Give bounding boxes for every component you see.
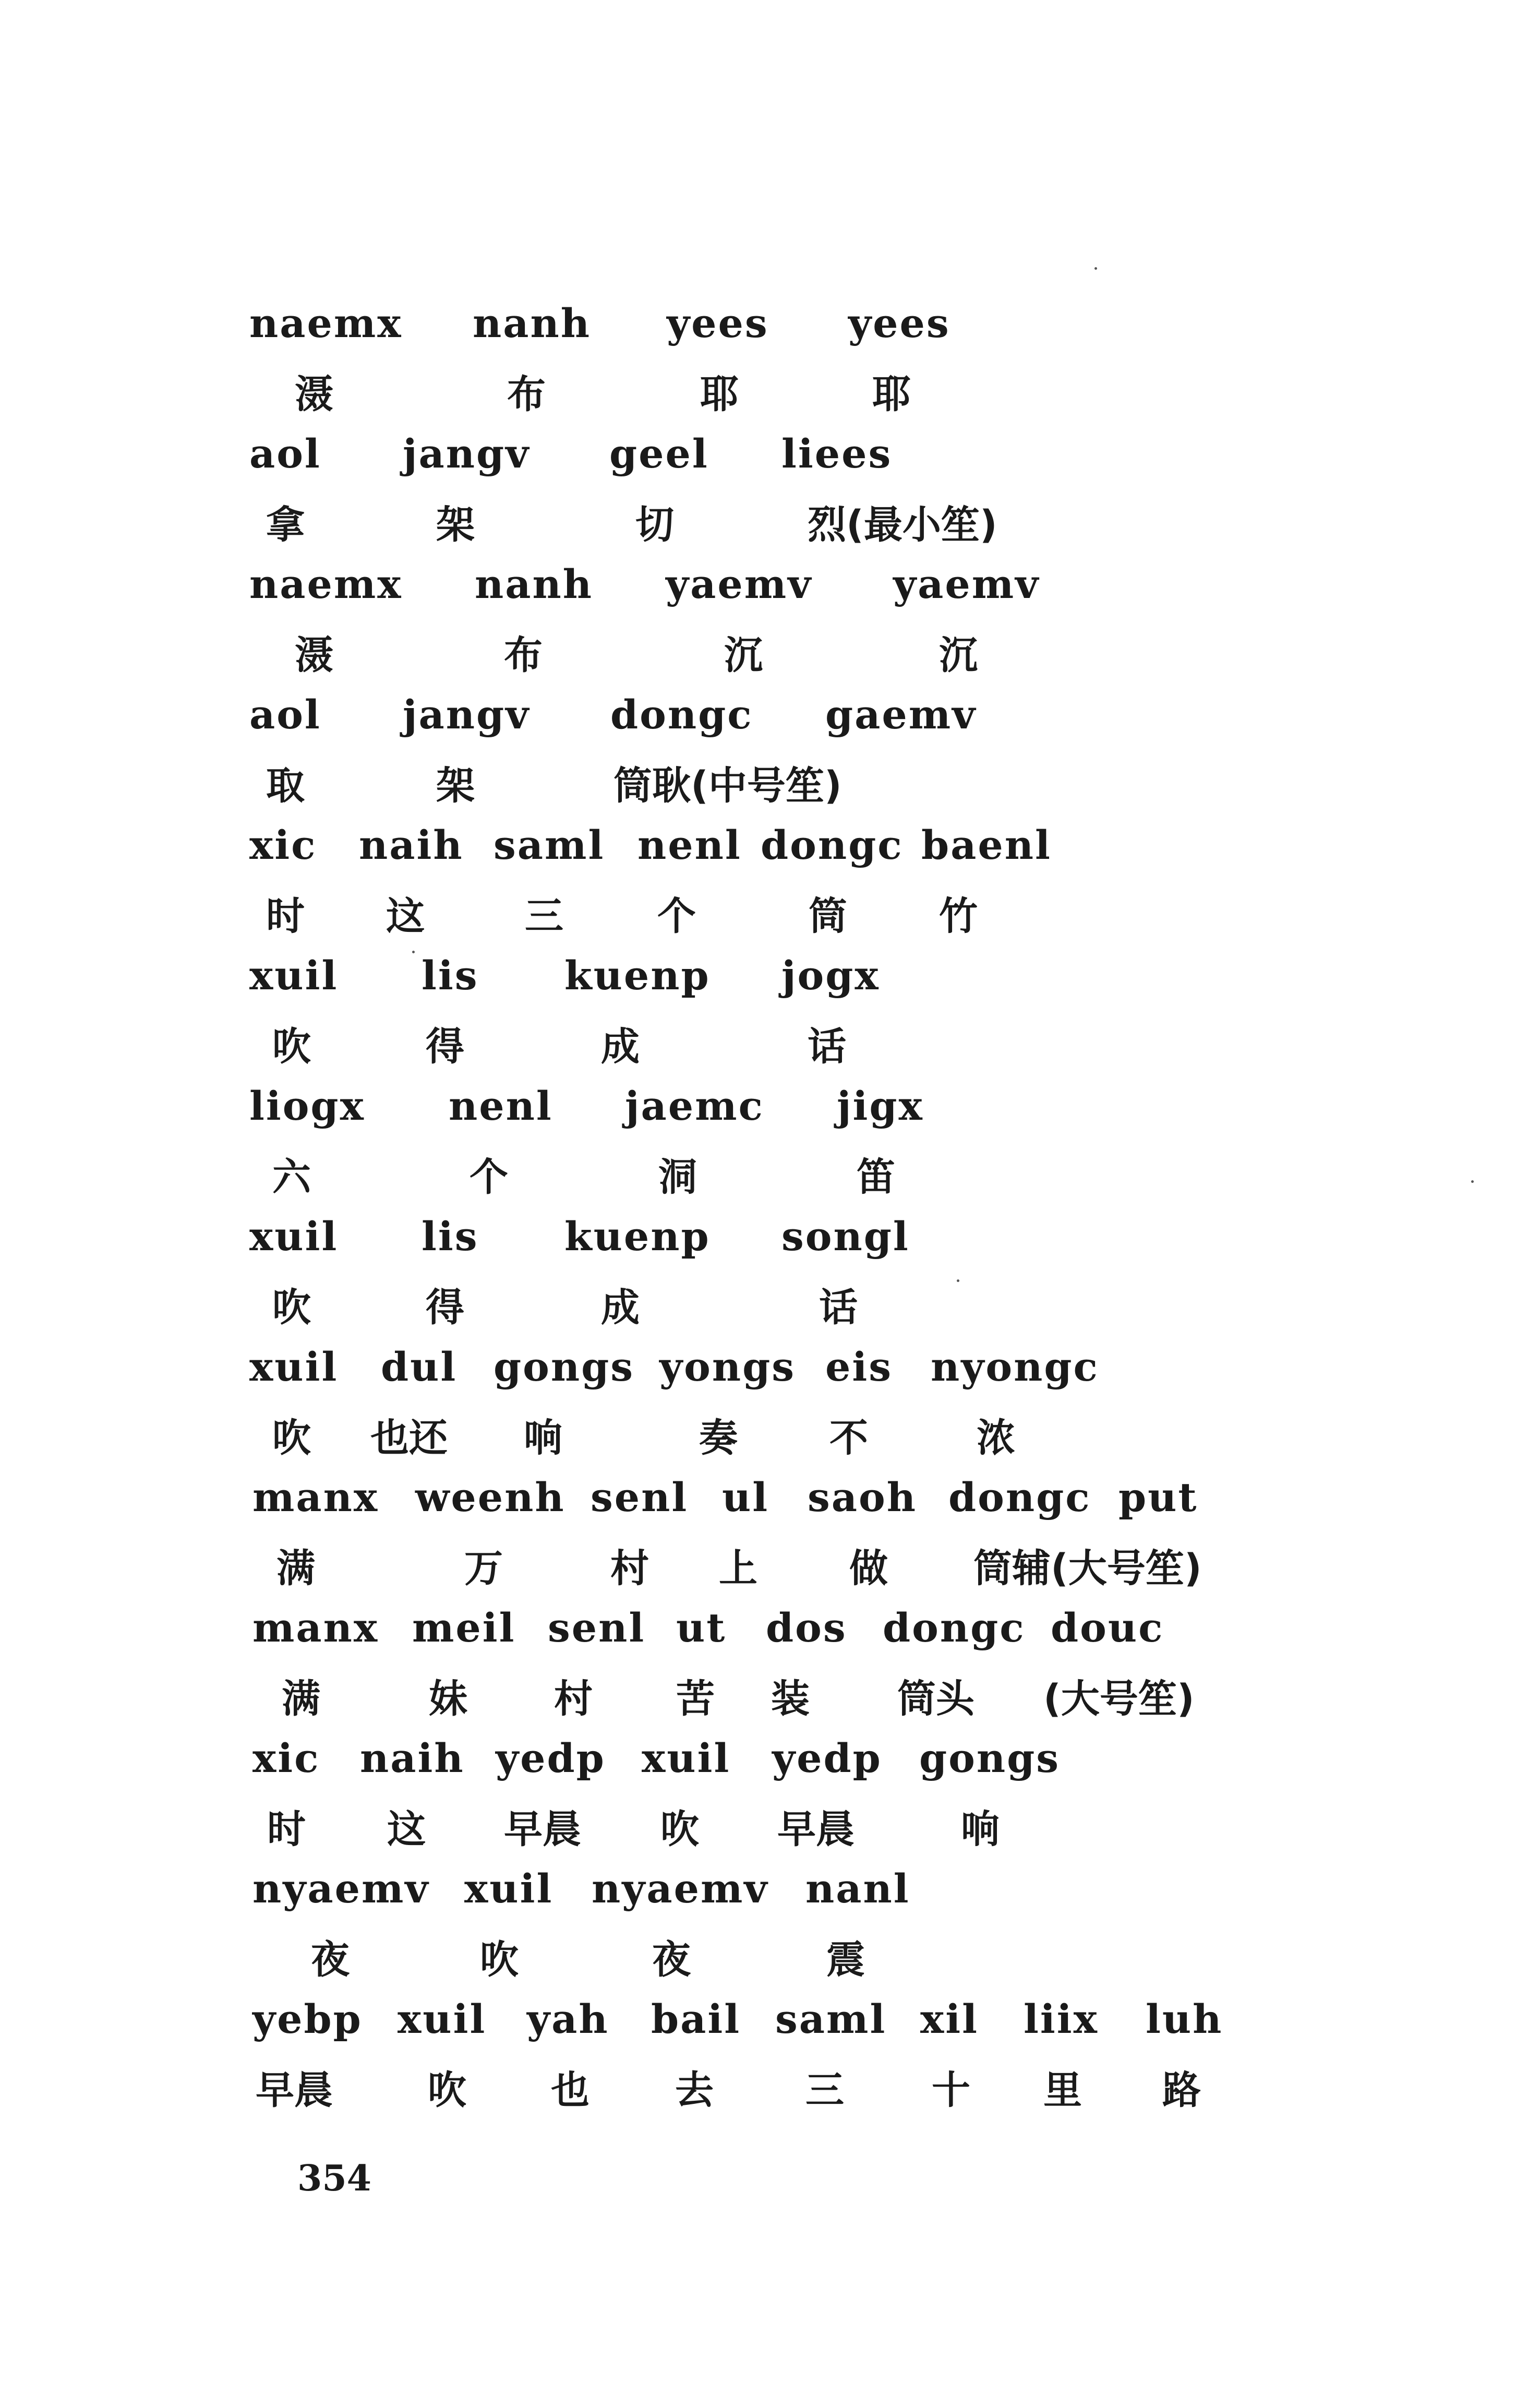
text-line-chinese <box>0 1803 1540 1866</box>
chinese-word: 震 <box>826 1937 865 1982</box>
romanized-word: senl <box>591 1474 689 1520</box>
chinese-word: 浓 <box>977 1416 1015 1460</box>
romanized-word: kuenp <box>564 952 711 999</box>
chinese-word: 不 <box>829 1416 868 1460</box>
romanized-word: lis <box>422 1213 479 1260</box>
romanized-word: aol <box>249 691 321 738</box>
chinese-word: 苦 <box>676 1677 715 1721</box>
chinese-word: 吹 <box>480 1937 519 1982</box>
romanized-word: jogx <box>781 952 880 999</box>
text-line-romanized <box>0 297 1540 360</box>
romanized-word: lis <box>422 952 479 999</box>
chinese-word: 得 <box>426 1285 464 1330</box>
romanized-word: nanh <box>475 561 594 607</box>
chinese-word: 村 <box>610 1546 649 1591</box>
chinese-word: 奏 <box>699 1416 738 1460</box>
text-line-chinese <box>0 2064 1540 2127</box>
romanized-word: xic <box>249 822 317 868</box>
text-line-romanized <box>0 1341 1540 1404</box>
text-line-chinese <box>0 1542 1540 1605</box>
romanized-word: dongc <box>883 1604 1026 1651</box>
romanized-word: put <box>1118 1474 1198 1520</box>
romanized-word: yebp <box>252 1996 363 2042</box>
text-line-romanized <box>0 1602 1540 1664</box>
chinese-word: 装 <box>771 1677 810 1721</box>
chinese-word: 村 <box>554 1677 593 1721</box>
chinese-word: 满 <box>282 1677 320 1721</box>
romanized-word: xuil <box>249 952 339 999</box>
romanized-word: meil <box>412 1604 516 1651</box>
text-line-chinese <box>0 1412 1540 1475</box>
chinese-word: 也 <box>551 2068 589 2113</box>
chinese-word: 笛 <box>857 1155 895 1200</box>
romanized-word: jangv <box>403 691 531 738</box>
chinese-word: 也还 <box>370 1416 448 1460</box>
romanized-word: liix <box>1024 1996 1099 2042</box>
text-line-romanized <box>0 1863 1540 1925</box>
romanized-word: yaemv <box>893 561 1040 607</box>
romanized-word: songl <box>781 1213 910 1260</box>
text-line-romanized <box>0 689 1540 751</box>
romanized-word: nyaemv <box>592 1865 769 1912</box>
romanized-word: naih <box>360 1735 465 1781</box>
scan-speck <box>957 1279 959 1282</box>
text-line-romanized <box>0 950 1540 1012</box>
chinese-word: 烈(最小笙) <box>808 502 997 547</box>
romanized-word: xuil <box>249 1344 339 1390</box>
romanized-word: dos <box>766 1604 847 1651</box>
scan-speck <box>412 951 415 953</box>
chinese-word: 拿 <box>266 502 305 547</box>
chinese-word: 去 <box>675 2068 714 2113</box>
text-line-romanized <box>0 1732 1540 1795</box>
romanized-word: yah <box>527 1996 609 2042</box>
romanized-word: saml <box>775 1996 887 2042</box>
chinese-word: 吹 <box>272 1024 311 1069</box>
chinese-word: 筒头 <box>897 1677 974 1721</box>
romanized-word: geel <box>609 430 709 477</box>
chinese-word: 洞 <box>658 1155 697 1200</box>
romanized-word: jangv <box>403 430 531 477</box>
romanized-word: kuenp <box>564 1213 711 1260</box>
romanized-word: yedp <box>772 1735 882 1781</box>
chinese-word: 万 <box>464 1546 503 1591</box>
romanized-word: dongc <box>761 822 904 868</box>
chinese-word: 布 <box>504 633 543 678</box>
romanized-word: yees <box>667 300 769 346</box>
text-line-chinese <box>0 1934 1540 1996</box>
romanized-word: xuil <box>398 1996 487 2042</box>
chinese-word: 上 <box>719 1546 757 1591</box>
romanized-word: nyongc <box>931 1344 1099 1390</box>
romanized-word: dul <box>381 1344 458 1390</box>
romanized-word: naemx <box>249 300 403 346</box>
chinese-word: 筒辅(大号笙) <box>973 1546 1202 1591</box>
chinese-word: 做 <box>849 1546 888 1591</box>
chinese-word: 话 <box>819 1285 858 1330</box>
chinese-word: 响 <box>524 1416 562 1460</box>
romanized-word: senl <box>548 1604 646 1651</box>
text-line-chinese <box>0 629 1540 692</box>
romanized-word: xuil <box>642 1735 731 1781</box>
text-line-romanized <box>0 1080 1540 1143</box>
chinese-word: 路 <box>1162 2068 1201 2113</box>
text-line-romanized <box>0 1211 1540 1273</box>
romanized-word: xic <box>252 1735 320 1781</box>
romanized-word: liees <box>781 430 893 477</box>
romanized-word: ut <box>676 1604 727 1651</box>
chinese-word: 十 <box>932 2068 970 2113</box>
romanized-word: yaemv <box>666 561 813 607</box>
text-line-romanized <box>0 428 1540 490</box>
scan-speck <box>1094 267 1097 270</box>
romanized-word: gaemv <box>825 691 977 738</box>
text-line-romanized <box>0 819 1540 882</box>
romanized-word: xil <box>920 1996 979 2042</box>
romanized-word: gongs <box>919 1735 1061 1781</box>
romanized-word: saoh <box>808 1474 917 1520</box>
romanized-word: eis <box>825 1344 893 1390</box>
chinese-word: 架 <box>436 763 475 808</box>
chinese-word: 得 <box>426 1024 464 1069</box>
chinese-word: 这 <box>387 1807 426 1852</box>
text-line-chinese <box>0 1151 1540 1214</box>
chinese-word: 布 <box>507 372 546 417</box>
chinese-word: 三 <box>525 894 563 939</box>
romanized-word: xuil <box>249 1213 339 1260</box>
chinese-word: 早晨 <box>504 1807 581 1852</box>
chinese-word: 个 <box>657 894 696 939</box>
romanized-word: dongc <box>948 1474 1091 1520</box>
chinese-word: 三 <box>805 2068 844 2113</box>
text-line-chinese <box>0 1282 1540 1344</box>
romanized-word: jaemc <box>625 1083 764 1129</box>
romanized-word: douc <box>1051 1604 1164 1651</box>
text-line-romanized <box>0 558 1540 621</box>
romanized-word: yongs <box>659 1344 796 1390</box>
text-line-chinese <box>0 890 1540 953</box>
romanized-word: bail <box>651 1996 741 2042</box>
romanized-word: xuil <box>464 1865 554 1912</box>
romanized-word: ul <box>722 1474 769 1520</box>
chinese-word: 沉 <box>724 633 763 678</box>
chinese-word: 吹 <box>272 1285 311 1330</box>
romanized-word: liogx <box>249 1083 365 1129</box>
romanized-word: nanl <box>805 1865 910 1912</box>
page-number: 354 <box>297 2158 371 2199</box>
chinese-word: 竹 <box>939 894 978 939</box>
chinese-word: 早晨 <box>256 2068 333 2113</box>
chinese-word: 六 <box>272 1155 311 1200</box>
scan-speck <box>1471 1180 1474 1183</box>
chinese-word: 成 <box>601 1024 640 1069</box>
romanized-word: yedp <box>496 1735 606 1781</box>
chinese-word: 夜 <box>652 1937 691 1982</box>
chinese-word: 沉 <box>939 633 978 678</box>
romanized-word: manx <box>252 1474 379 1520</box>
romanized-word: jigx <box>837 1083 924 1129</box>
chinese-word: 妹 <box>429 1677 467 1721</box>
chinese-word: 筒 <box>809 894 847 939</box>
chinese-word: 响 <box>961 1807 1000 1852</box>
romanized-word: manx <box>252 1604 379 1651</box>
romanized-word: nanh <box>473 300 592 346</box>
text-line-chinese <box>0 368 1540 431</box>
chinese-word: 取 <box>266 763 305 808</box>
chinese-word: 时 <box>266 894 305 939</box>
romanized-word: baenl <box>921 822 1052 868</box>
chinese-word: 吹 <box>272 1416 311 1460</box>
romanized-word: naih <box>359 822 464 868</box>
chinese-word: 滠 <box>295 372 333 417</box>
text-line-chinese <box>0 499 1540 561</box>
chinese-word: 满 <box>276 1546 315 1591</box>
chinese-word: 时 <box>267 1807 306 1852</box>
chinese-word: 耶 <box>700 372 739 417</box>
chinese-word: (大号笙) <box>1043 1677 1195 1721</box>
romanized-word: nyaemv <box>252 1865 430 1912</box>
romanized-word: saml <box>494 822 605 868</box>
chinese-word: 切 <box>635 502 674 547</box>
text-line-chinese <box>0 1673 1540 1735</box>
chinese-word: 吹 <box>428 2068 466 2113</box>
chinese-word: 夜 <box>311 1937 350 1982</box>
romanized-word: luh <box>1146 1996 1223 2042</box>
chinese-word: 成 <box>601 1285 640 1330</box>
text-line-romanized <box>0 1471 1540 1534</box>
romanized-word: weenh <box>415 1474 566 1520</box>
romanized-word: dongc <box>610 691 753 738</box>
romanized-word: nenl <box>637 822 742 868</box>
romanized-word: gongs <box>494 1344 635 1390</box>
chinese-word: 筒耿(中号笙) <box>613 763 842 808</box>
chinese-word: 耶 <box>872 372 911 417</box>
chinese-word: 个 <box>470 1155 508 1200</box>
chinese-word: 滠 <box>295 633 333 678</box>
text-line-chinese <box>0 1021 1540 1083</box>
chinese-word: 这 <box>386 894 425 939</box>
chinese-word: 里 <box>1043 2068 1082 2113</box>
text-line-romanized <box>0 1993 1540 2056</box>
romanized-word: aol <box>249 430 321 477</box>
romanized-word: yees <box>848 300 951 346</box>
romanized-word: nenl <box>449 1083 553 1129</box>
text-line-chinese <box>0 760 1540 822</box>
chinese-word: 架 <box>436 502 475 547</box>
chinese-word: 早晨 <box>777 1807 855 1852</box>
chinese-word: 话 <box>808 1024 846 1069</box>
romanized-word: naemx <box>249 561 403 607</box>
chinese-word: 吹 <box>660 1807 699 1852</box>
